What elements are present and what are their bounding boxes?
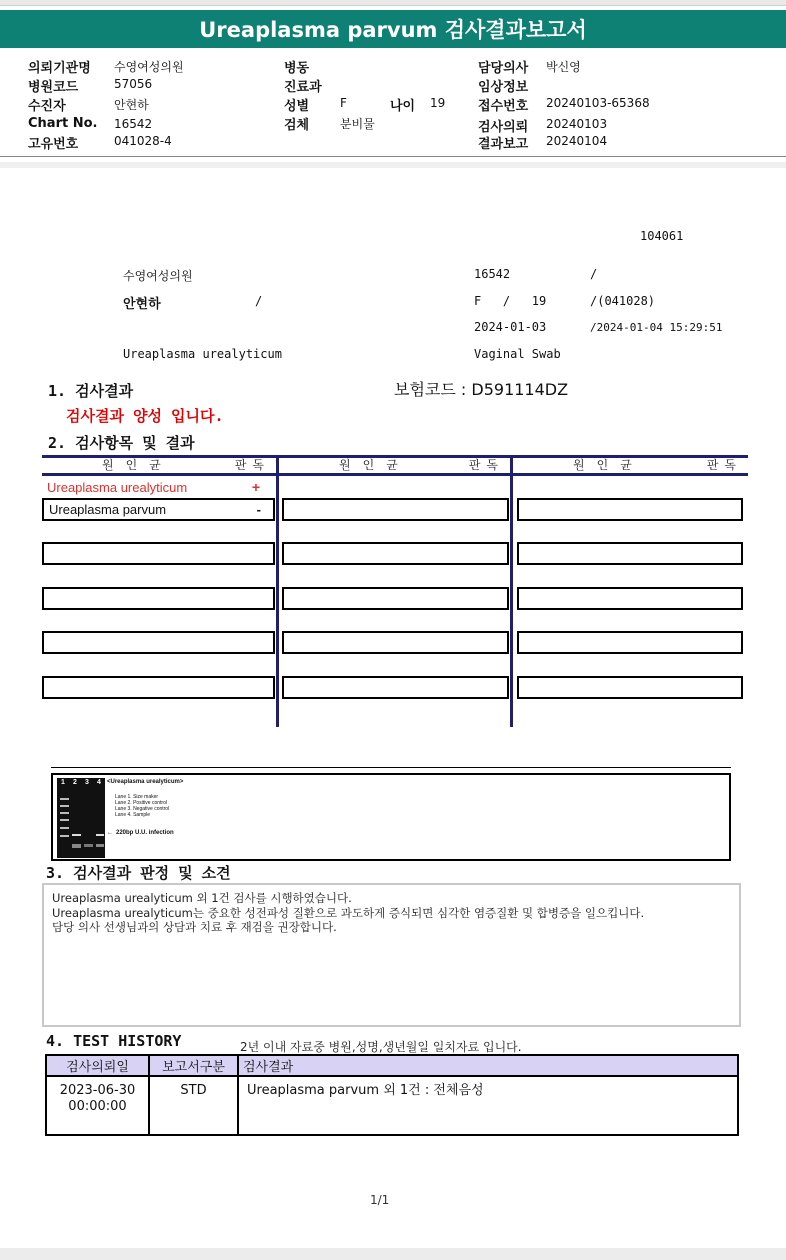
value-unique-no: 041028-4 bbox=[114, 134, 172, 148]
gel-image-box bbox=[51, 773, 731, 861]
lane-number: 2 bbox=[73, 779, 77, 786]
value-age: 19 bbox=[430, 96, 446, 110]
gel-legend-3: Lane 3. Negative control bbox=[115, 806, 170, 812]
empty-cell bbox=[282, 676, 509, 699]
arrow-left-icon: ← bbox=[107, 830, 113, 836]
organism-judgement: + bbox=[251, 479, 260, 495]
gel-band bbox=[72, 834, 81, 836]
gel-band bbox=[60, 812, 69, 814]
value-specimen: 분비물 bbox=[340, 117, 375, 131]
label-requester: 의뢰기관명 bbox=[28, 61, 91, 76]
label-request-date: 검사의뢰 bbox=[478, 120, 529, 135]
table-divider-1 bbox=[276, 455, 279, 727]
value-sex: F bbox=[340, 96, 347, 110]
gel-band bbox=[60, 827, 69, 829]
positive-result: 검사결과 양성 입니다. bbox=[66, 407, 224, 425]
report-number: 104061 bbox=[640, 229, 684, 243]
findings-box bbox=[42, 883, 741, 1027]
empty-cell bbox=[282, 498, 509, 521]
gel-band bbox=[60, 835, 69, 837]
result-row-urealyticum bbox=[42, 480, 274, 498]
column-header-name: 원인균 bbox=[573, 458, 644, 472]
gel-band bbox=[72, 844, 81, 848]
organism-name: Ureaplasma parvum bbox=[49, 502, 167, 517]
label-accession-no: 접수번호 bbox=[478, 99, 529, 114]
column-header-judgement: 판독 bbox=[234, 458, 270, 472]
history-date-cell bbox=[46, 1076, 149, 1135]
history-note: 2년 이내 자료중 병원,성명,생년월일 일치자료 입니다. bbox=[240, 1040, 522, 1054]
patient-reported: /2024-01-04 15:29:51 bbox=[590, 321, 723, 334]
patient-birth: /(041028) bbox=[590, 294, 656, 308]
value-requester: 수영여성의원 bbox=[114, 60, 184, 74]
patient-chart: 16542 bbox=[474, 267, 511, 281]
label-hospital-code: 병원코드 bbox=[28, 80, 79, 95]
empty-cell bbox=[282, 587, 509, 610]
gel-band-label: 220bp U.U. infection bbox=[116, 830, 174, 836]
label-report-date: 결과보고 bbox=[478, 137, 529, 152]
table-row bbox=[46, 1076, 738, 1135]
empty-cell bbox=[42, 587, 275, 610]
section2-title: 2. 검사항목 및 결과 bbox=[48, 434, 195, 452]
empty-cell bbox=[517, 676, 743, 699]
lane-number: 4 bbox=[97, 779, 101, 786]
header-gap bbox=[0, 162, 786, 168]
top-border bbox=[0, 0, 786, 6]
history-table bbox=[45, 1054, 739, 1136]
empty-cell bbox=[42, 542, 275, 565]
empty-cell bbox=[42, 631, 275, 654]
value-hospital-code: 57056 bbox=[114, 77, 153, 91]
column-header-2 bbox=[279, 456, 510, 472]
finding-line: Ureaplasma urealyticum 외 1건 검사를 시행하였습니다. bbox=[52, 891, 352, 905]
history-date: 2023-06-30 bbox=[59, 1083, 136, 1098]
value-request-date: 20240103 bbox=[546, 117, 608, 131]
gel-band bbox=[96, 834, 104, 836]
patient-received: 2024-01-03 bbox=[474, 320, 547, 334]
label-age: 나이 bbox=[390, 99, 416, 114]
label-department: 진료과 bbox=[284, 80, 322, 95]
gel-image bbox=[57, 778, 105, 858]
gel-band bbox=[84, 844, 93, 847]
empty-cell bbox=[517, 587, 743, 610]
patient-chart-slash: / bbox=[590, 267, 598, 281]
column-header-judgement: 판독 bbox=[468, 458, 504, 472]
column-header-3 bbox=[513, 456, 748, 472]
gel-legend-1: Lane 1. Size maker bbox=[115, 794, 159, 800]
gel-legend-4: Lane 4. Sample bbox=[115, 812, 151, 818]
column-header-name: 원인균 bbox=[339, 458, 410, 472]
gel-band bbox=[96, 844, 104, 847]
gel-top-rule bbox=[51, 767, 731, 768]
value-patient: 안현하 bbox=[114, 98, 149, 112]
gel-legend-2: Lane 2. Positive control bbox=[115, 800, 167, 806]
history-result: Ureaplasma parvum 외 1건 : 전체음성 bbox=[238, 1076, 738, 1135]
table-header-rule bbox=[42, 473, 748, 476]
section4-title: 4. TEST HISTORY bbox=[46, 1032, 182, 1050]
organism-judgement: - bbox=[256, 502, 261, 517]
section3-title: 3. 검사결과 판정 및 소견 bbox=[46, 864, 231, 882]
empty-cell bbox=[42, 676, 275, 699]
history-header: 검사결과 bbox=[238, 1055, 738, 1076]
bottom-border bbox=[0, 1248, 786, 1260]
value-chart-no: 16542 bbox=[114, 117, 153, 131]
organism-name: Ureaplasma urealyticum bbox=[47, 480, 188, 495]
column-header-judgement: 판독 bbox=[706, 458, 742, 472]
history-header: 보고서구분 bbox=[149, 1055, 238, 1076]
gel-band bbox=[60, 819, 69, 821]
history-header: 검사의뢰일 bbox=[46, 1055, 149, 1076]
value-accession-no: 20240103-65368 bbox=[546, 96, 650, 110]
empty-cell bbox=[517, 542, 743, 565]
history-header-row bbox=[46, 1055, 738, 1076]
label-ward: 병동 bbox=[284, 61, 310, 76]
label-sex: 성별 bbox=[284, 99, 310, 114]
finding-line: 담당 의사 선생님과의 상담과 치료 후 재검을 권장합니다. bbox=[52, 920, 337, 934]
patient-sex-age: F / 19 bbox=[474, 294, 547, 308]
column-header-1 bbox=[42, 456, 276, 472]
table-divider-2 bbox=[510, 455, 513, 727]
gel-band bbox=[60, 798, 69, 800]
lane-number: 3 bbox=[85, 779, 89, 786]
empty-cell bbox=[517, 631, 743, 654]
page-number: 1/1 bbox=[370, 1193, 390, 1207]
patient-name-slash: / bbox=[255, 294, 263, 308]
label-clinical-info: 임상정보 bbox=[478, 80, 529, 95]
gel-title: <Ureaplasma urealyticum> bbox=[107, 779, 184, 785]
gel-band bbox=[60, 805, 69, 807]
value-report-date: 20240104 bbox=[546, 134, 608, 148]
result-row-parvum bbox=[42, 498, 275, 521]
patient-specimen: Vaginal Swab bbox=[474, 347, 561, 361]
column-header-name: 원인균 bbox=[102, 458, 173, 472]
patient-hospital: 수영여성의원 bbox=[123, 269, 193, 283]
finding-line: Ureaplasma urealyticum는 중요한 성전파성 질환으로 과도하게 증식되면 심각한 염증질환 및 합병증을 일으킵니다. bbox=[52, 905, 645, 920]
label-unique-no: 고유번호 bbox=[28, 137, 79, 152]
value-doctor: 박신영 bbox=[546, 60, 581, 74]
patient-test: Ureaplasma urealyticum bbox=[123, 347, 282, 361]
empty-cell bbox=[282, 542, 509, 565]
empty-cell bbox=[517, 498, 743, 521]
insurance-code: 보험코드 : D591114DZ bbox=[394, 380, 569, 399]
section1-title: 1. 검사결과 bbox=[48, 382, 134, 400]
lane-number: 1 bbox=[61, 779, 65, 786]
history-type: STD bbox=[149, 1076, 238, 1135]
header-divider bbox=[0, 156, 786, 157]
history-time: 00:00:00 bbox=[68, 1099, 127, 1114]
empty-cell bbox=[282, 631, 509, 654]
label-patient: 수진자 bbox=[28, 99, 66, 114]
label-chart-no: Chart No. bbox=[28, 116, 98, 131]
report-title: Ureaplasma parvum 검사결과보고서 bbox=[0, 10, 786, 48]
label-specimen: 검체 bbox=[284, 118, 310, 133]
patient-name: 안현하 bbox=[123, 297, 161, 312]
label-doctor: 담당의사 bbox=[478, 61, 529, 76]
